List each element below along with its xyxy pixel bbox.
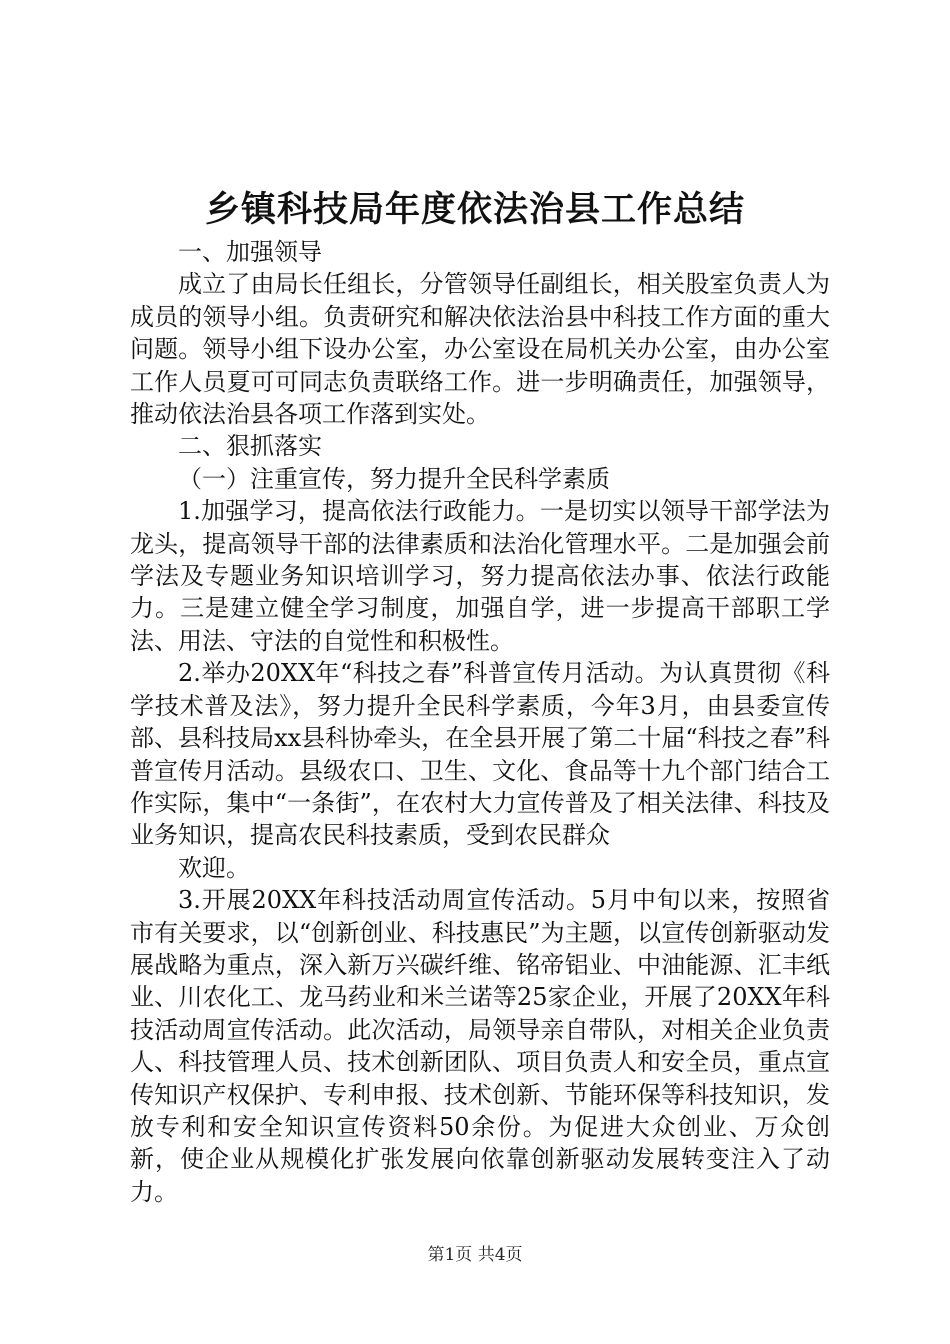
paragraph-item-1: 1.加强学习，提高依法行政能力。一是切实以领导干部学法为龙头，提高领导干部的法律素质和法治化管理水平。二是加强会前学法及专题业务知识培训学习，努力提高依法办事、依法行政能力。三是建立健全学习制度，加强自学，进一步提高干部职工学法、用法、守法的自觉性和积极性。 bbox=[130, 497, 830, 655]
paragraph-item-3: 3.开展20XX年科技活动周宣传活动。5月中旬以来，按照省市有关要求，以“创新创业、科技惠民”为主题，以宣传创新驱动发展战略为重点，深入新万兴碳纤维、铭帝铝业、中油能源、汇丰纸业、川农化工、龙马药业和米兰诺等25家企业，开展了20XX年科技活动周宣传活动。此次活动，局领导亲自带队，对相关企业负责人、科技管理人员、技术创新团队、项目负责人和安全员，重点宣传知识产权保护、专利申报、技术创新、节能环保等科技知识，发放专利和安全知识宣传资料50余份。为促进大众创业、万众创新，使企业从规模化扩张发展向依靠创新驱动发展转变注入了动力。 bbox=[130, 886, 830, 1206]
paragraph-item-2-continued: 欢迎。 bbox=[178, 853, 250, 882]
document-body bbox=[130, 236, 830, 1208]
page-number-footer: 第1页 共4页 bbox=[427, 1245, 523, 1265]
paragraph-leadership: 成立了由局长任组长，分管领导任副组长，相关股室负责人为成员的领导小组。负责研究和解决依法治县中科技工作方面的重大问题。领导小组下设办公室，办公室设在局机关办公室，由办公室工作人员夏可可同志负责联络工作。进一步明确责任，加强领导，推动依法治县各项工作落到实处。 bbox=[130, 270, 830, 429]
subsection-heading-publicity: （一）注重宣传，努力提升全民科学素质 bbox=[178, 464, 610, 493]
section-heading-implementation: 二、狠抓落实 bbox=[178, 432, 322, 461]
paragraph-item-2: 2.举办20XX年“科技之春”科普宣传月活动。为认真贯彻《科学技术普及法》，努力提升全民科学素质，今年3月，由县委宣传部、县科技局xx县科协牵头，在全县开展了第二十届“科技之春”科普宣传月活动。县级农口、卫生、文化、食品等十九个部门结合工作实际，集中“一条街”，在农村大力宣传普及了相关法律、科技及业务知识，提高农民科技素质，受到农民群众 bbox=[130, 659, 830, 850]
document-title: 乡镇科技局年度依法治县工作总结 bbox=[204, 189, 745, 230]
section-heading-leadership: 一、加强领导 bbox=[178, 238, 322, 266]
